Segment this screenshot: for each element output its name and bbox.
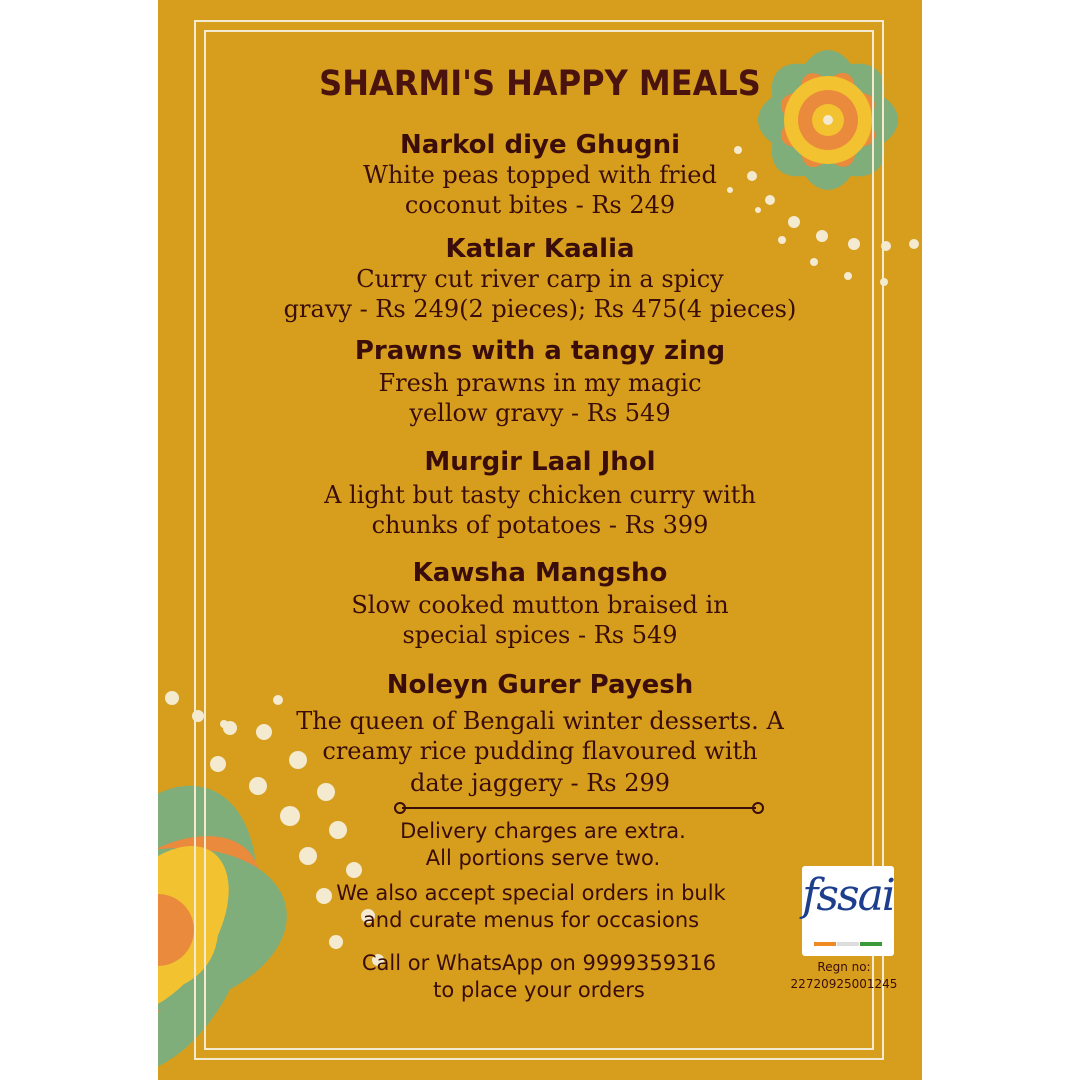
item-description-line: date jaggery - Rs 299 bbox=[409, 769, 671, 797]
fssai-tricolor-bar bbox=[814, 942, 882, 946]
item-description-line: chunks of potatoes - Rs 399 bbox=[371, 511, 709, 539]
item-description-line: White peas topped with fried bbox=[363, 161, 717, 189]
item-description-line: gravy - Rs 249(2 pieces); Rs 475(4 pieces) bbox=[283, 295, 797, 323]
item-description-line: coconut bites - Rs 249 bbox=[404, 191, 676, 219]
bulk-orders-note-line: We also accept special orders in bulk bbox=[336, 881, 726, 905]
delivery-note-line: All portions serve two. bbox=[425, 846, 661, 870]
item-name: Katlar Kaalia bbox=[445, 234, 635, 264]
item-name: Kawsha Mangsho bbox=[412, 558, 668, 588]
fssai-logo bbox=[802, 866, 894, 956]
menu-poster bbox=[158, 0, 922, 1080]
item-name: Noleyn Gurer Payesh bbox=[386, 670, 694, 700]
ornamental-divider bbox=[392, 800, 766, 816]
item-description-line: special spices - Rs 549 bbox=[402, 621, 678, 649]
item-description-line: yellow gravy - Rs 549 bbox=[409, 399, 671, 427]
regn-number: 22720925001245 bbox=[790, 977, 898, 991]
item-name: Murgir Laal Jhol bbox=[424, 447, 656, 477]
item-description-line: The queen of Bengali winter desserts. A bbox=[296, 707, 784, 735]
item-name: Narkol diye Ghugni bbox=[399, 130, 681, 160]
contact-note-line: to place your orders bbox=[433, 978, 645, 1002]
item-description-line: creamy rice pudding flavoured with bbox=[322, 737, 758, 765]
item-description-line: Slow cooked mutton braised in bbox=[351, 591, 729, 619]
bulk-orders-note-line: and curate menus for occasions bbox=[362, 908, 700, 932]
fssai-logo-text: fssai bbox=[802, 870, 894, 921]
item-description-line: A light but tasty chicken curry with bbox=[324, 481, 756, 509]
item-name: Prawns with a tangy zing bbox=[354, 336, 726, 366]
menu-title: SHARMI'S HAPPY MEALS bbox=[319, 62, 761, 104]
item-description-line: Fresh prawns in my magic bbox=[378, 369, 702, 397]
delivery-note-line: Delivery charges are extra. bbox=[400, 819, 686, 843]
regn-label: Regn no: bbox=[817, 960, 871, 974]
item-description-line: Curry cut river carp in a spicy bbox=[356, 265, 724, 293]
contact-note-line: Call or WhatsApp on 9999359316 bbox=[361, 951, 717, 975]
